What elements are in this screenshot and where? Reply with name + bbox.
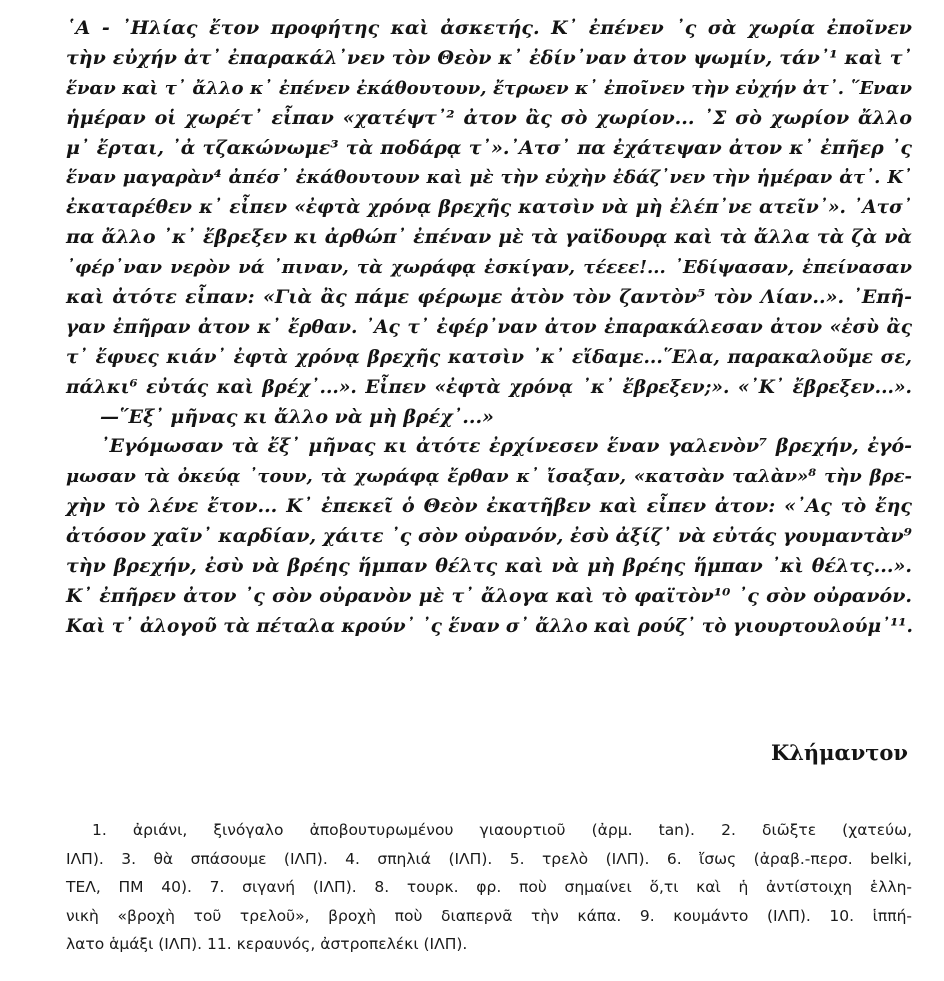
story-line: ᾿φέρ᾿ναν νερὸν νά ᾿πιναν, τὰ χωράφᾳ ἐσκίγαν, τέεεε!... ᾿Εδίψασαν, ἐπείνασαν xyxy=(66,257,912,279)
story-line: πα ἄλλο ᾿κ᾿ ἔβρεξεν κι ἀρθώπ᾿ ἐπέναν μὲ τὰ γαϊδουρᾳ καὶ τὰ ἄλλα τὰ ζὰ νὰ xyxy=(66,226,912,249)
story-line: τ᾿ ἔφυες κιάν᾿ ἐφτὰ χρόνᾳ βρεχῆς κατσὶν ᾿κ᾿ εἴδαμε...῞Ελα, παρακαλοῦμε σε, xyxy=(66,346,912,368)
story-line: πάλκι⁶ εὐτάς καὶ βρέχ᾿...». Εἶπεν «ἐφτὰ χρόνᾳ ᾿κ᾿ ἔβρεξεν;». «᾿Κ᾿ ἔβρεξεν...». xyxy=(66,376,912,398)
story-line: χὴν τὸ λένε ἔτον... Κ᾿ ἐπεκεῖ ὁ Θεὸν ἐκατῆβεν καὶ εἶπεν ἀτον: «᾿Ας τὸ ἔης xyxy=(66,495,912,518)
story-line: —῞Εξ᾿ μῆνας κι ἄλλο νὰ μὴ βρέχ᾿...» xyxy=(100,405,494,428)
story-line: ἐκαταρέθεν κ᾿ εἶπεν «ἐφτὰ χρόνᾳ βρεχῆς κατσὶν νὰ μὴ ἐλέπ᾿νε ατεῖν᾿». ᾿Ατσ᾿ xyxy=(66,197,912,219)
story-line: ἀτόσον χαῖν᾿ καρδίαν, χάιτε ᾿ς σὸν οὐρανόν, ἐσὺ ἀξίζ᾿ νὰ εὐτάς γουμαντὰν⁹ xyxy=(66,525,912,548)
signature: Κλήμαντον xyxy=(770,740,908,765)
footnote-line: 1. ἀριάνι, ξινόγαλο ἀποβουτυρωμένου γιαουρτιοῦ (ἀρμ. tan). 2. διῶξτε (χατεύω, xyxy=(92,821,912,839)
story-line: μ᾿ ἔρται, ᾿ἀ τζακώνωμε³ τὰ ποδάρᾳ τ᾿».᾿Ατσ᾿ πα ἐχάτεψαν ἀτον κ᾿ ἐπῆερ ᾿ς xyxy=(66,136,912,159)
footnote-line: λατο ἁμάξι (ΙΛΠ). 11. κεραυνός, ἀστροπελέκι (ΙΛΠ). xyxy=(66,935,468,953)
story-line: μωσαν τὰ ὀκεύᾳ ᾿τουν, τὰ χωράφᾳ ἔρθαν κ᾿ ἴσαξαν, «κατσὰν ταλὰν»⁸ τὴν βρε- xyxy=(66,466,912,488)
story-text xyxy=(66,14,912,642)
footnote-line: νικὴ «βροχὴ τοῦ τρελοῦ», βροχὴ ποὺ διαπερνᾶ τὴν κάπα. 9. κουμάντο (ΙΛΠ). 10. ἱππή- xyxy=(66,906,912,925)
story-line: καὶ ἀτότε εἶπαν: «Γιὰ ἂς πάμε φέρωμε ἀτὸν τὸν ζαντὸν⁵ τὸν Λίαν..». ᾿Επῆ- xyxy=(66,286,912,309)
story-line: ἕναν μαγαρὰν⁴ ἀπέσ᾿ ἐκάθουτουν καὶ μὲ τὴν εὐχὴν ἐδάζ᾿νεν τὴν ἡμέραν ἀτ᾿. Κ᾿ xyxy=(66,167,912,189)
story-line: ἕναν καὶ τ᾿ ἄλλο κ᾿ ἐπένεν ἐκάθουτουν, ἔτρωεν κ᾿ ἐποῖνεν τὴν εὐχήν ἀτ᾿. ῞Εναν xyxy=(66,77,912,99)
footnote-line: ΙΛΠ). 3. θὰ σπάσουμε (ΙΛΠ). 4. σπηλιά (ΙΛΠ). 5. τρελὸ (ΙΛΠ). 6. ἴσως (ἀραβ.-περσ. belki, xyxy=(66,849,912,868)
footnote-line: ΤΕΛ, ΠΜ 40). 7. σιγανή (ΙΛΠ). 8. τουρκ. φρ. ποὺ σημαίνει ὅ,τι καὶ ἡ ἀντίστοιχη ἑλλη- xyxy=(66,878,912,896)
story-line: Καὶ τ᾿ ἀλογοῦ τὰ πέταλα κρούν᾿ ᾿ς ἕναν σ᾿ ἄλλο καὶ ρούζ᾿ τὸ γιουρτουλούμ᾿¹¹. xyxy=(66,615,913,637)
footnotes xyxy=(66,816,912,959)
story-line: ῾Α - ᾿Ηλίας ἔτον προφήτης καὶ ἀσκετής. Κ᾿ ἐπένεν ᾿ς σὰ χωρία ἐποῖνεν xyxy=(66,17,912,39)
story-line: Κ᾿ ἐπῆρεν ἀτον ᾿ς σὸν οὐρανὸν μὲ τ᾿ ἄλογα καὶ τὸ φαϊτὸν¹⁰ ᾿ς σὸν οὐρανόν. xyxy=(66,584,912,607)
story-line: τὴν εὐχήν ἀτ᾿ ἐπαρακάλ᾿νεν τὸν Θεὸν κ᾿ ἐδίν᾿ναν ἀτον ψωμίν, τάν᾿¹ καὶ τ᾿ xyxy=(66,46,912,69)
story-line: ᾿Εγόμωσαν τὰ ἔξ᾿ μῆνας κι ἀτότε ἐρχίνεσεν ἕναν γαλενὸν⁷ βρεχήν, ἐγό- xyxy=(100,435,912,458)
story-line: ἡμέραν οἱ χωρέτ᾿ εἶπαν «χατέψτ᾿² ἀτον ἂς σὸ χωρίον... ᾿Σ σὸ χωρίον ἄλλο xyxy=(66,106,912,129)
story-line: γαν ἐπῆραν ἀτον κ᾿ ἔρθαν. ᾿Ας τ᾿ ἐφέρ᾿ναν ἀτον ἐπαρακάλεσαν ἀτον «ἐσὺ ἂς xyxy=(66,316,912,338)
story-line: τὴν βρεχήν, ἐσὺ νὰ βρέης ἥμπαν θέλτς καὶ νὰ μὴ βρέης ἥμπαν ᾿κὶ θέλτς...». xyxy=(66,555,912,578)
